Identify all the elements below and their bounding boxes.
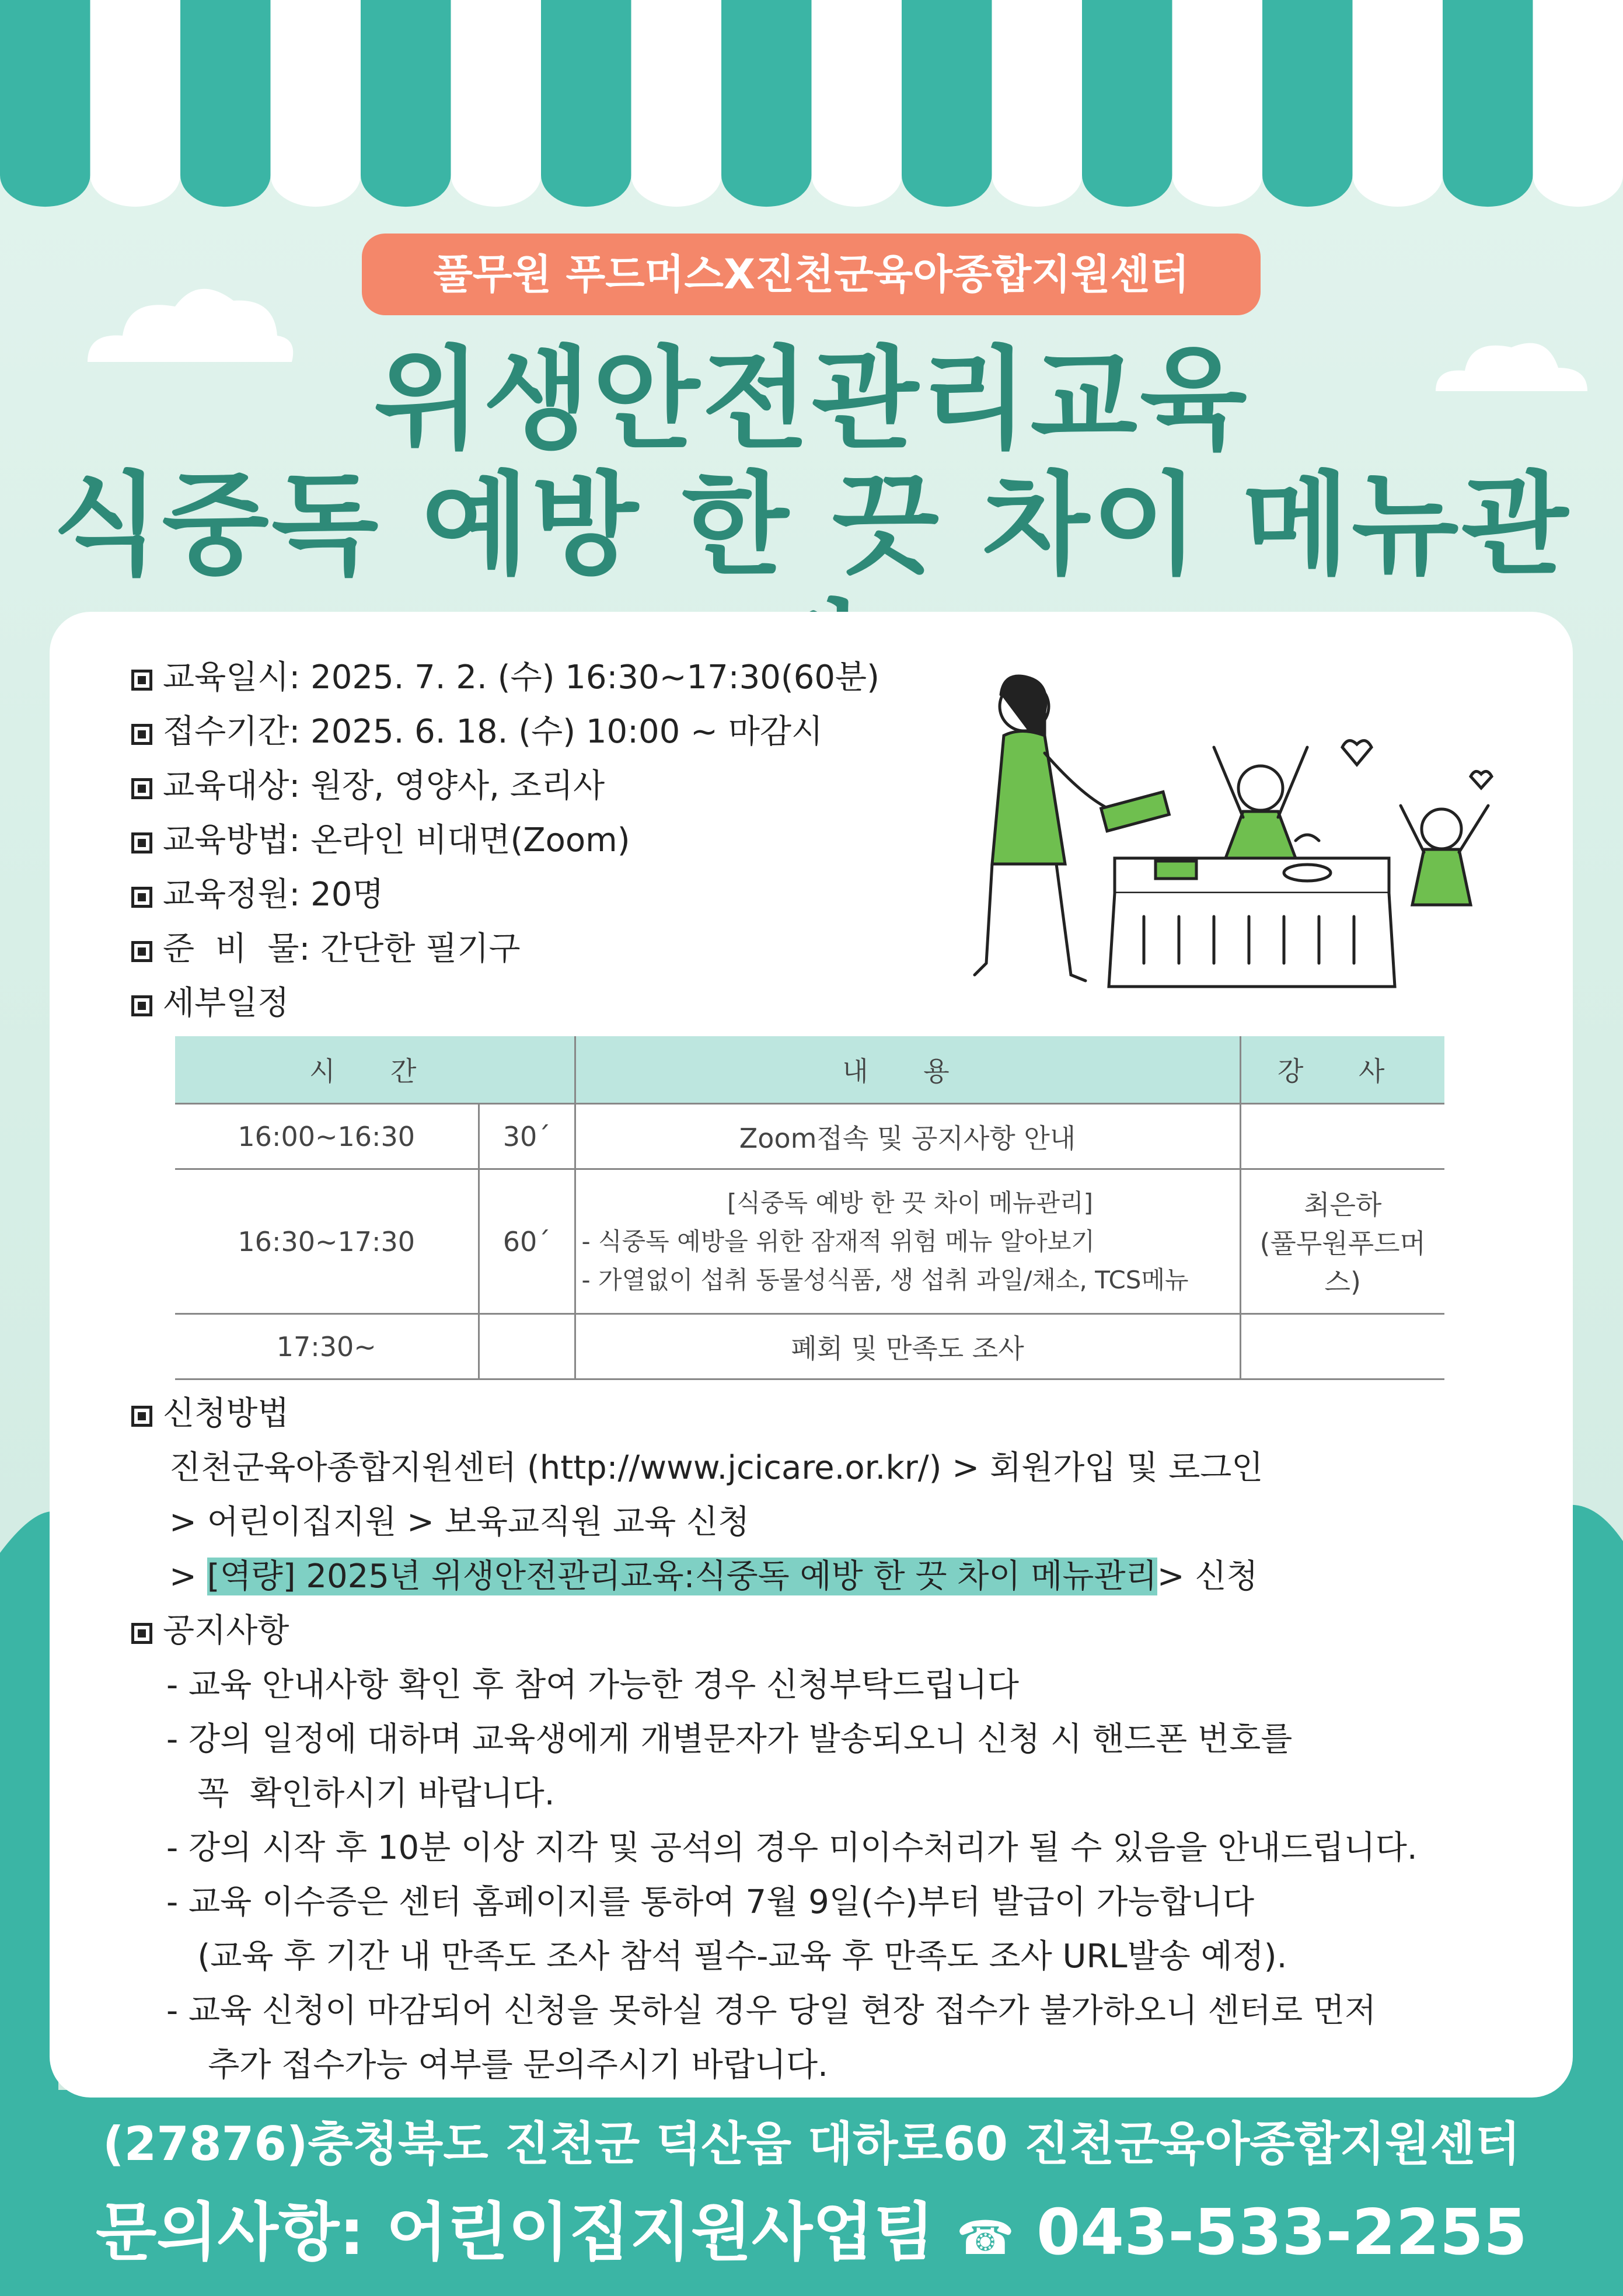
awning-stripe [271,0,361,207]
notice-line: - 강의 일정에 대하며 교육생에게 개별문자가 발송되오니 신청 시 핸드폰 번호를 [166,1720,1293,1758]
awning-stripe [1172,0,1263,207]
notice-section [131,1604,1418,2092]
info-list [131,651,879,1031]
square-bullet-icon [131,724,152,745]
footer-address: (27876)충청북도 진천군 덕산읍 대하로60 진천군육아종합지원센터 [103,2117,1520,2171]
awning-stripe [1443,0,1533,207]
info-row-schedule: 세부일정 [131,977,879,1031]
square-bullet-icon [131,1623,152,1644]
awning-stripe [451,0,542,207]
square-bullet-icon [131,832,152,853]
table-header-row [175,1036,1444,1104]
course-name-highlight: [역량] 2025년 위생안전관리교육:식중독 예방 한 끗 차이 메뉴관리 [207,1558,1157,1595]
awning-stripe [361,0,451,207]
awning-stripe [992,0,1083,207]
apply-line: > 어린이집지원 > 보육교직원 교육 신청 [169,1503,750,1541]
table-row: 17:30~ 폐회 및 만족도 조사 [175,1314,1444,1379]
apply-heading: 신청방법 [131,1386,1263,1441]
phone-number: 043-533-2255 [1036,2196,1528,2269]
awning-stripe [902,0,992,207]
notice-line: - 교육 신청이 마감되어 신청을 못하실 경우 당일 현장 접수가 불가하오니 센터로 먼저 [166,1992,1377,2030]
info-row-capacity: 교육정원: 20명 [131,868,879,922]
apply-line: 진천군육아종합지원센터 (http://www.jcicare.or.kr/) > 회원가입 및 로그인 [169,1449,1264,1487]
awning-stripe [90,0,181,207]
square-bullet-icon [131,887,152,908]
awning-stripe [812,0,902,207]
square-bullet-icon [131,941,152,962]
awning-stripe [1353,0,1443,207]
square-bullet-icon [131,1406,152,1427]
awning-stripe [1082,0,1172,207]
header-content: 내 용 [575,1036,1240,1104]
contact-label: 문의사항: 어린이집지원사업팀 [95,2196,935,2269]
header-instructor: 강 사 [1240,1036,1444,1104]
info-row-supplies: 준 비 물: 간단한 필기구 [131,922,879,977]
awning-stripe [541,0,631,207]
info-row-date: 교육일시: 2025. 7. 2. (수) 16:30~17:30(60분) [131,651,879,705]
awning-stripe [631,0,722,207]
notice-line: 꼭 확인하시기 바랍니다. [166,1775,555,1813]
apply-section [131,1386,1263,1604]
awning-stripe [1262,0,1353,207]
schedule-table [175,1036,1444,1380]
header-time: 시 간 [175,1036,575,1104]
awning-stripe [721,0,812,207]
notice-line: - 교육 안내사항 확인 후 참여 가능한 경우 신청부탁드립니다 [166,1666,1019,1704]
info-row-target: 교육대상: 원장, 영양사, 조리사 [131,759,879,814]
square-bullet-icon [131,670,152,691]
notice-line: 추가 접수가능 여부를 문의주시기 바랍니다. [166,2046,828,2084]
info-row-method: 교육방법: 온라인 비대면(Zoom) [131,814,879,868]
awning-stripe [1533,0,1623,207]
awning-stripe [180,0,271,207]
notice-line: - 교육 이수증은 센터 홈페이지를 통하여 7월 9일(수)부터 발급이 가능합니다 [166,1883,1255,1921]
page-title: 위생안전관리교육 [374,335,1249,464]
notice-heading: 공지사항 [131,1604,1418,1658]
awning-stripe [0,0,90,207]
table-row: 16:00~16:30 30´ Zoom접속 및 공지사항 안내 [175,1104,1444,1169]
organizer-badge: 풀무원 푸드머스X진천군육아종합지원센터 [362,234,1261,315]
family-dining-illustration [969,671,1523,1033]
square-bullet-icon [131,995,152,1016]
phone-icon: ☎ [956,2211,1015,2265]
table-row: 16:30~17:30 60´ [식중독 예방 한 끗 차이 메뉴관리] - 식중독 예방을 위한 잠재적 위험 메뉴 알아보기 - 가열없이 섭취 동물성식품, 생 섭취 과일/채소, TCS메뉴 최은하 (풀무원푸드머스) [175,1169,1444,1314]
instructor-cell: 최은하 (풀무원푸드머스) [1240,1169,1444,1314]
session-detail: [식중독 예방 한 끗 차이 메뉴관리] - 식중독 예방을 위한 잠재적 위험 메뉴 알아보기 - 가열없이 섭취 동물성식품, 생 섭취 과일/채소, TCS메뉴 [575,1169,1240,1314]
info-row-registration: 접수기간: 2025. 6. 18. (수) 10:00 ~ 마감시 [131,705,879,759]
awning-decoration [0,0,1623,222]
square-bullet-icon [131,778,152,799]
footer-contact [0,2192,1623,2279]
notice-line: - 강의 시작 후 10분 이상 지각 및 공석의 경우 미이수처리가 될 수 있음을 안내드립니다. [166,1829,1418,1867]
page-subtitle: 식중독 예방 한 끗 차이 메뉴관 [52,461,1571,590]
apply-line: > [역량] 2025년 위생안전관리교육:식중독 예방 한 끗 차이 메뉴관리> 신청 [169,1558,1258,1595]
notice-line: (교육 후 기간 내 만족도 조사 참석 필수-교육 후 만족도 조사 URL발송 예정). [166,1938,1287,1976]
